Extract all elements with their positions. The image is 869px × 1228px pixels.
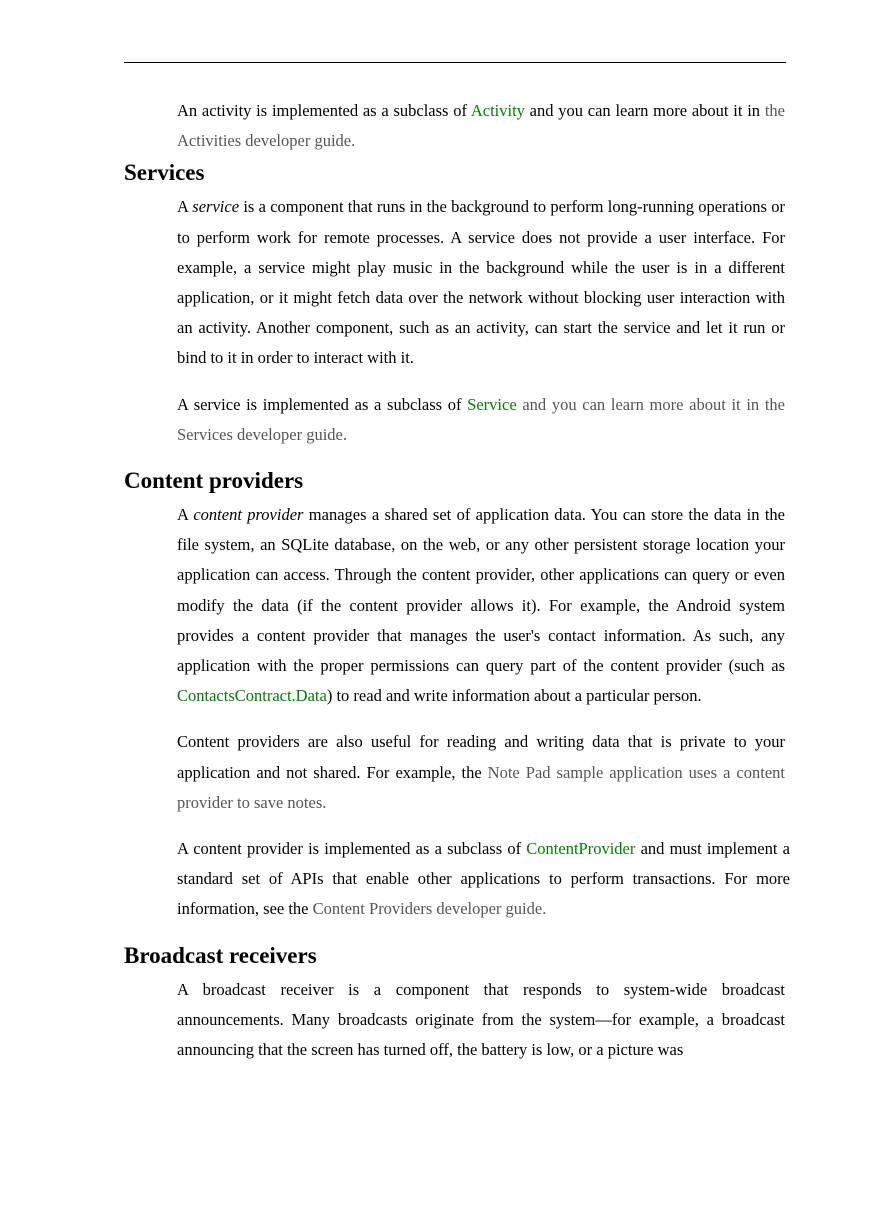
text: A content provider is implemented as a subclass of bbox=[177, 839, 527, 859]
content-providers-heading: Content providers bbox=[124, 468, 304, 494]
contactscontract-data-link[interactable]: ContactsContract.Data bbox=[177, 686, 327, 706]
activity-closing-paragraph bbox=[177, 96, 785, 156]
emphasis: content provider bbox=[193, 505, 304, 525]
text: manages a shared set of application data. You can store the data in the file system, an SQLite database, on the web, or any other persistent storage location your application can access. Through the content provider, other applications can query or even modify the data (if the content provider allows it). For example, the Android system provides a content provider that manages the user's contact information. As such, any application with the proper permissions can query part of the content provider (such as bbox=[177, 505, 785, 676]
text: A bbox=[177, 505, 194, 525]
activity-class-link[interactable]: Activity bbox=[470, 101, 525, 120]
emphasis: service bbox=[192, 197, 240, 217]
document-page bbox=[124, 96, 789, 1065]
services-paragraph-1 bbox=[177, 192, 785, 373]
text: Content providers are also useful for reading and writing data that is private to your application and not shared. For example, the bbox=[177, 732, 785, 782]
content-providers-paragraph-1 bbox=[177, 500, 785, 711]
text: An activity is implemented as a subclass of bbox=[177, 101, 471, 120]
note-pad-sample-link[interactable]: Note Pad sample application uses a content provider to save notes. bbox=[177, 762, 785, 812]
broadcast-receivers-paragraph-1: A broadcast receiver is a component that responds to system-wide broadcast announcements. Many broadcasts originate from the system—for example, a broadcast announcing that the screen has turned off, the battery is low, or a picture was bbox=[177, 979, 785, 1060]
text: A bbox=[177, 197, 193, 217]
header-rule bbox=[124, 62, 786, 63]
services-heading: Services bbox=[124, 160, 205, 186]
content-providers-paragraph-2 bbox=[177, 727, 785, 818]
text: and you can learn more about it in bbox=[524, 101, 765, 120]
services-paragraph-2 bbox=[177, 390, 785, 450]
text: ) to read and write information about a particular person. bbox=[326, 686, 702, 706]
services-guide-link[interactable]: and you can learn more about it in the Services developer guide. bbox=[177, 394, 785, 444]
content-providers-guide-link[interactable]: Content Providers developer guide. bbox=[312, 899, 547, 919]
contentprovider-class-link[interactable]: ContentProvider bbox=[526, 839, 636, 859]
broadcast-receivers-heading: Broadcast receivers bbox=[124, 942, 317, 968]
text: is a component that runs in the background to perform long-running operations or to perform work for remote processes. A service does not provide a user interface. For example, a service might play music in the background while the user is in a different application, or it might fetch data over the network without blocking user interaction with an activity. Another component, such as an activity, can start the service and let it run or bind to it in order to interact with it. bbox=[177, 197, 785, 368]
activities-guide-link[interactable]: the Activities developer guide. bbox=[177, 101, 785, 151]
text: and must implement a standard set of APIs that enable other applications to perform transactions. For more information, see the bbox=[177, 839, 790, 919]
text: A service is implemented as a subclass of bbox=[177, 394, 468, 414]
content-providers-paragraph-3 bbox=[177, 834, 790, 925]
service-class-link[interactable]: Service bbox=[467, 394, 517, 414]
